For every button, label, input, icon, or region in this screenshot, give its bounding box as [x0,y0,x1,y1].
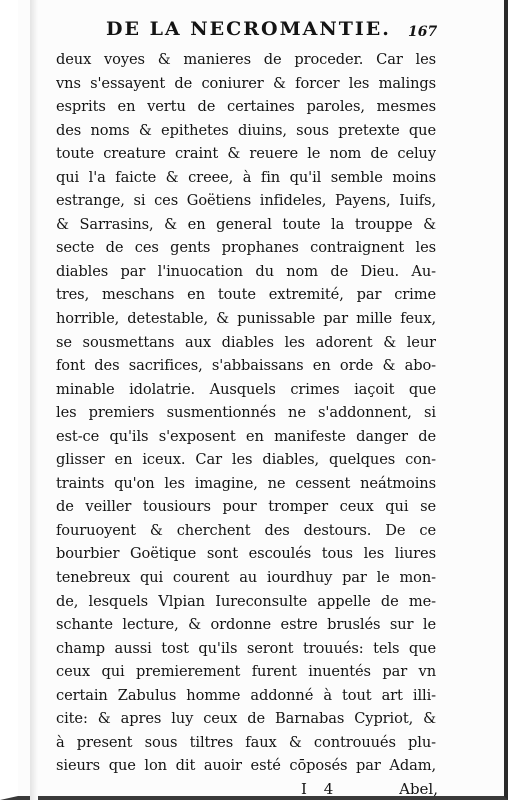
text-line: esprits en vertu de certaines paroles, mesmes [56,98,436,116]
running-head [56,18,436,48]
text-line: schante lecture, & ordonne estre bruslés sur le [56,616,436,634]
text-line: certain Zabulus homme addonné à tout art illi- [56,686,436,704]
text-line: toute creature craint & reuere le nom de celuy [56,145,436,163]
page-edge-shadow [30,0,38,800]
text-line: ceux qui premierement furent inuentés par vn [56,663,436,681]
text-line: traints qu'on les imagine, ne cessent neátmoins [56,474,436,492]
text-line: les premiers susmentionnés ne s'addonnent, si [56,404,436,422]
page-number: 167 [408,24,438,40]
text-line: vns s'essayent de coniurer & forcer les malings [56,74,436,92]
text-line: fouruoyent & cherchent des destours. De ce [56,521,436,539]
text-line: de veiller tousiours pour tromper ceux qui se [56,498,436,516]
catchword: Abel, [399,779,438,798]
signature-mark: I 4 [301,779,340,798]
text-line: diables par l'inuocation du nom de Dieu. Au- [56,262,436,280]
text-line: tres, meschans en toute extremité, par crime [56,286,436,304]
text-line: des noms & epithetes diuins, sous pretexte que [56,121,436,139]
text-line: minable idolatrie. Ausquels crimes iaçoit que [56,380,436,398]
text-line: qui l'a faicte & creee, à fin qu'il semble moins [56,168,436,186]
text-line: cite: & apres luy ceux de Barnabas Cypriot, & [56,710,436,728]
text-line: & Sarrasins, & en general toute la trouppe & [56,215,436,233]
body-text [56,48,436,778]
text-line: champ aussi tost qu'ils seront trouués: tels que [56,639,436,657]
text-line: de, lesquels Vlpian Iureconsulte appelle de me- [56,592,436,610]
page-footer [56,780,436,806]
text-line: sieurs que lon dit auoir esté cōposés par Adam, [56,757,436,775]
text-line: à present sous tiltres faux & controuués plu- [56,733,436,751]
text-line: font des sacrifices, s'abbaissans en orde & abo- [56,357,436,375]
text-line: se sousmettans aux diables les adorent & leur [56,333,436,351]
running-title: DE LA NECROMANTIE. [106,18,391,40]
text-line: bourbier Goëtique sont escoulés tous les liures [56,545,436,563]
text-line: secte de ces gents prophanes contraignent les [56,239,436,257]
text-line: tenebreux qui courent au iourdhuy par le mon- [56,569,436,587]
text-line: estrange, si ces Goëtiens infideles, Payens, Iuifs, [56,192,436,210]
text-line: deux voyes & manieres de proceder. Car les [56,51,436,68]
text-line: glisser en iceux. Car les diables, quelques con- [56,451,436,469]
text-line: horrible, detestable, & punissable par mille feux, [56,310,436,328]
book-page [56,18,436,806]
text-line: est-ce qu'ils s'exposent en manifeste danger de [56,427,436,445]
